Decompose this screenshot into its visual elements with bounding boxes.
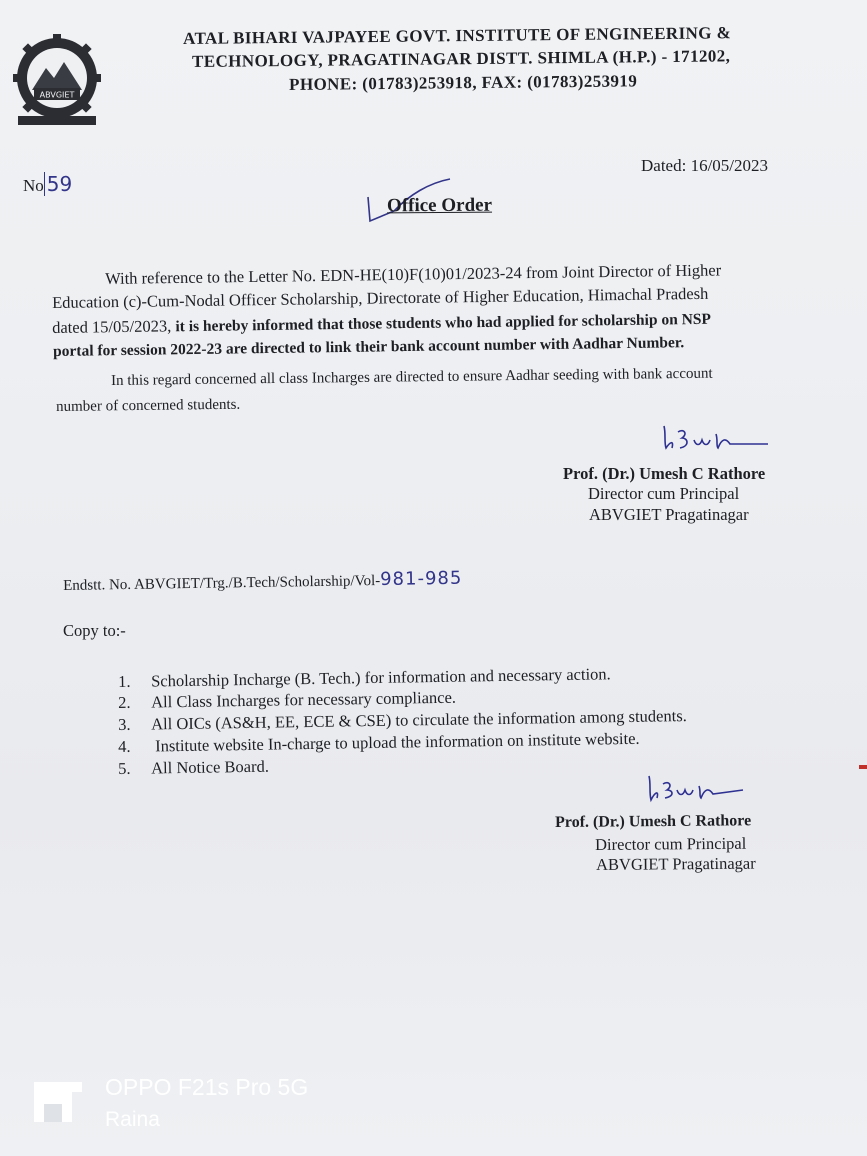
copy-list-num: 5.	[118, 758, 131, 778]
copy-list-text: All OICs (AS&H, EE, ECE & CSE) to circulate the information among students.	[150, 706, 687, 734]
para1-line3-bold: it is hereby informed that those students who had applied for scholarship on NSP	[175, 310, 712, 336]
signature2-institute: ABVGIET Pragatinagar	[596, 853, 756, 874]
order-number-label: No	[23, 176, 44, 195]
para2-line2: number of concerned students.	[56, 396, 241, 415]
endorsement-handwritten: 981-985	[379, 567, 463, 591]
camera-watermark-owner: Raina	[105, 1108, 160, 1131]
camera-watermark-device: OPPO F21s Pro 5G	[105, 1074, 309, 1100]
copy-list-text: Institute website In-charge to upload the information on institute website.	[154, 728, 640, 756]
copy-list-text: Scholarship Incharge (B. Tech.) for information and necessary action.	[150, 664, 611, 691]
camera-watermark-icon	[32, 1080, 84, 1124]
copy-list-num: 1.	[118, 671, 131, 691]
header-line-2: TECHNOLOGY, PRAGATINAGAR DISTT. SHIMLA (H.P.) - 171202,	[192, 46, 731, 71]
para2-line1: In this regard concerned all class Incharges are directed to ensure Aadhar seeding with bank account	[111, 365, 713, 389]
signature-mark-2	[645, 772, 745, 809]
copy-list-num: 2.	[118, 692, 131, 712]
signature1-name: Prof. (Dr.) Umesh C Rathore	[563, 464, 766, 483]
institute-logo	[6, 32, 108, 128]
copy-list-item	[118, 664, 611, 692]
para1-line2: Education (c)-Cum-Nodal Officer Scholarship, Directorate of Higher Education, Himachal Pradesh	[52, 283, 709, 312]
copy-list-item	[118, 757, 269, 779]
copy-to-label: Copy to:-	[63, 621, 126, 640]
para1-line1: With reference to the Letter No. EDN-HE(10)F(10)01/2023-24 from Joint Director of Higher	[105, 260, 722, 288]
signature1-designation: Director cum Principal	[588, 484, 740, 503]
signature-mark-1	[660, 420, 770, 459]
copy-list-text: All Notice Board.	[150, 756, 270, 778]
header-line-1: ATAL BIHARI VAJPAYEE GOVT. INSTITUTE OF ENGINEERING &	[183, 23, 732, 48]
para1-line3	[52, 309, 711, 338]
endorsement-label: Endstt. No. ABVGIET/Trg./B.Tech/Scholarship/Vol-	[63, 573, 381, 594]
para1-line4: portal for session 2022-23 are directed to link their bank account number with Aadhar Number.	[53, 334, 685, 360]
endorsement-number	[63, 568, 463, 595]
order-number-handwritten: 59	[44, 172, 72, 196]
copy-list-num: 4.	[118, 736, 131, 756]
signature1-institute: ABVGIET Pragatinagar	[589, 505, 749, 524]
copy-list-item	[118, 688, 456, 713]
dated: Dated: 16/05/2023	[641, 156, 769, 175]
signature2-designation: Director cum Principal	[595, 833, 747, 854]
page-edge-mark	[859, 765, 867, 769]
signature2-name: Prof. (Dr.) Umesh C Rathore	[555, 812, 752, 831]
para1-line3-date: dated 15/05/2023,	[52, 316, 176, 337]
order-number	[23, 172, 72, 196]
header-line-3: PHONE: (01783)253918, FAX: (01783)253919	[289, 71, 638, 94]
copy-list-text: All Class Incharges for necessary compliance.	[150, 687, 457, 712]
copy-list-num: 3.	[118, 714, 131, 734]
logo-text: ABVGIET	[39, 90, 75, 100]
document-title: Office Order	[386, 194, 493, 217]
